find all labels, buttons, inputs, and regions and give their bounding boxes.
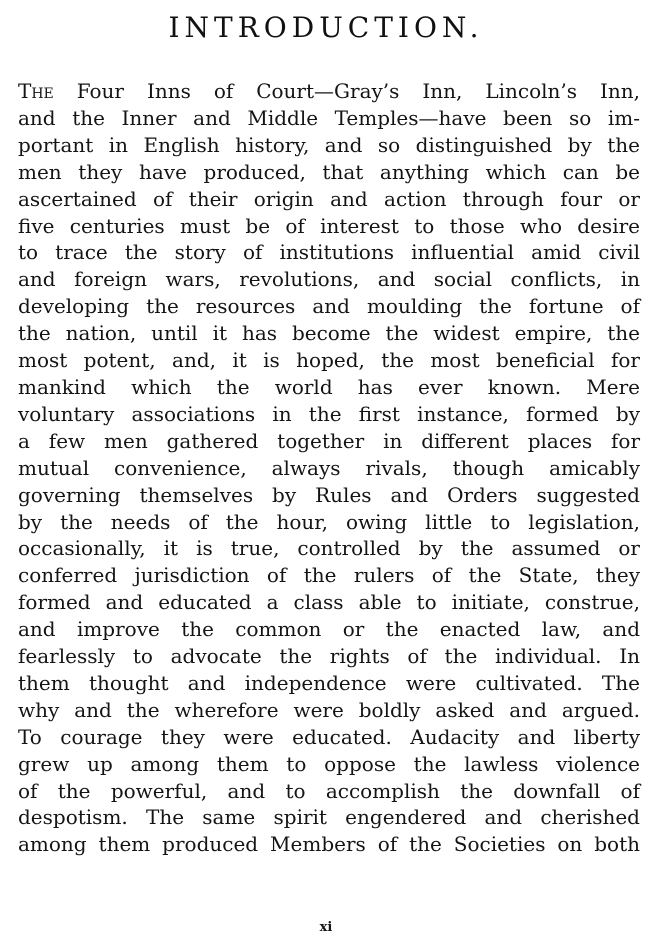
text-line-24: why and the wherefore were boldly asked and argued. [18,697,640,722]
text-line-16: governing themselves by Rules and Orders suggested [18,482,640,507]
text-line-7: to trace the story of institutions influential amid civil [18,240,640,265]
text-line-5: ascertained of their origin and action through four or [18,186,640,211]
body-paragraph [18,78,640,858]
text-line-28: despotism. The same spirit engendered and cherished [18,805,640,830]
text-line-14: a few men gathered together in different places for [18,428,640,453]
text-line-2: and the Inner and Middle Temples—have been so im- [18,105,640,130]
text-line-10: the nation, until it has become the widest empire, the [18,321,640,346]
text-line-3: portant in English history, and so distinguished by the [18,132,640,157]
text-line-17: by the needs of the hour, owing little to legislation, [18,509,640,534]
text-line-13: voluntary associations in the first instance, formed by [18,401,640,426]
text-line-12: mankind which the world has ever known. Mere [18,374,640,399]
text-line-6: five centuries must be of interest to those who desire [18,213,640,238]
text-line-21: and improve the common or the enacted law, and [18,617,640,642]
page-number: xi [319,920,333,935]
text-line-9: developing the resources and moulding the fortune of [18,294,640,319]
text-line-26: grew up among them to oppose the lawless violence [18,751,640,776]
text-line-1 [18,78,640,105]
text-line-15: mutual convenience, always rivals, though amicably [18,455,640,480]
text-line-11: most potent, and, it is hoped, the most beneficial for [18,348,640,373]
text-line-4: men they have produced, that anything which can be [18,159,640,184]
text-line-29: among them produced Members of the Societies on both [18,832,640,857]
text-line-23: them thought and independence were cultivated. The [18,670,640,695]
text-line-19: conferred jurisdiction of the rulers of the State, they [18,563,640,588]
text-line-18: occasionally, it is true, controlled by the assumed or [18,536,640,561]
text-line-8: and foreign wars, revolutions, and social conflicts, in [18,267,640,292]
chapter-title: INTRODUCTION. [168,11,484,44]
text-line-25: To courage they were educated. Audacity and liberty [18,724,640,749]
opening-word: The [18,79,54,103]
text-line-1-rest: Four Inns of Court—Gray’s Inn, Lincoln’s Inn, [53,79,640,103]
text-line-27: of the powerful, and to accomplish the downfall of [18,778,640,803]
text-line-20: formed and educated a class able to initiate, construe, [18,590,640,615]
text-line-22: fearlessly to advocate the rights of the individual. In [18,644,640,669]
